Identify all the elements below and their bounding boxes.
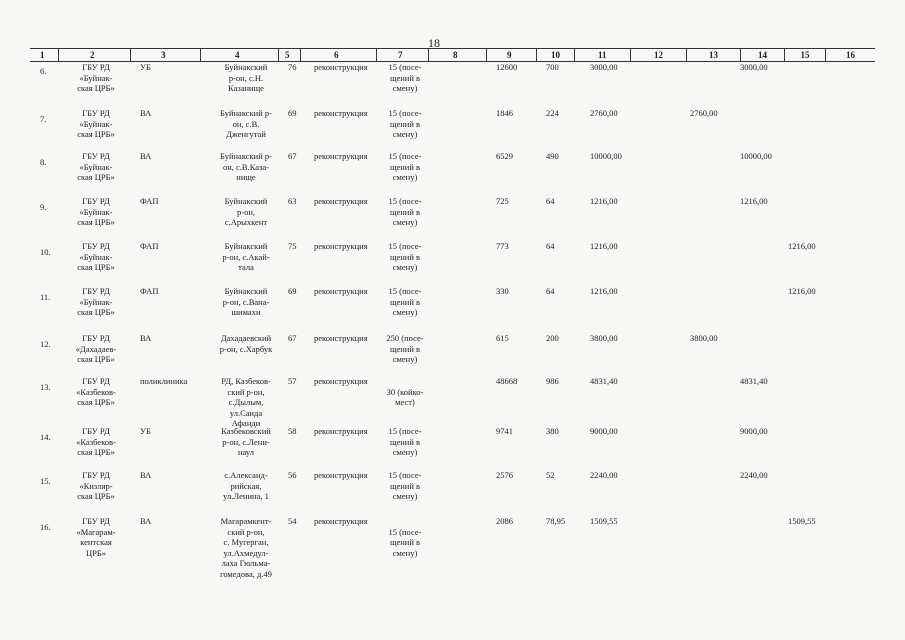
organization-cell: ГБУ РД «Буйнак- ская ЦРБ»	[77, 286, 115, 317]
row-number: 15.	[40, 476, 51, 486]
column-divider	[784, 49, 785, 61]
cost-cell: 1509,55	[590, 516, 618, 526]
area-cell: 2576	[496, 470, 513, 480]
column-header: 7	[398, 50, 403, 60]
facility-type-cell: поликлиника	[140, 376, 188, 386]
organization-cell: ГБУ РД «Буйнак- ская ЦРБ»	[77, 196, 115, 227]
cost-cell: 4831,40	[590, 376, 618, 386]
column-header: 6	[334, 50, 339, 60]
column-10-cell: 64	[546, 241, 555, 251]
facility-type-cell: ФАП	[140, 286, 159, 296]
column-divider	[200, 49, 201, 61]
year-cell: 69	[288, 286, 297, 296]
capacity-cell: 15 (посе- щений в смену)	[388, 108, 422, 139]
year-2021-cell: 1509,55	[788, 516, 816, 526]
year-2020-cell: 9000,00	[740, 426, 768, 436]
column-divider	[58, 49, 59, 61]
column-divider	[825, 49, 826, 61]
location-cell: Буйнакский р-он, с.Вана- шимахи	[222, 286, 270, 317]
year-2020-cell: 4831,40	[740, 376, 768, 386]
facility-type-cell: ВА	[140, 333, 152, 343]
area-cell: 330	[496, 286, 509, 296]
organization-cell: ГБУ РД «Казбеков- ская ЦРБ»	[76, 376, 116, 407]
area-cell: 773	[496, 241, 509, 251]
column-header: 9	[507, 50, 512, 60]
column-divider	[574, 49, 575, 61]
work-type-cell: реконструкция	[314, 108, 368, 118]
cost-cell: 10000,00	[590, 151, 622, 161]
cost-cell: 1216,00	[590, 196, 618, 206]
area-cell: 2086	[496, 516, 513, 526]
year-2020-cell: 1216,00	[740, 196, 768, 206]
column-divider	[630, 49, 631, 61]
organization-cell: ГБУ РД «Буйнак- ская ЦРБ»	[77, 108, 115, 139]
location-cell: с.Александ- рийская, ул.Ленина, 1	[223, 470, 269, 501]
column-header: 15	[800, 50, 810, 60]
year-2019-cell: 3800,00	[690, 333, 718, 343]
work-type-cell: реконструкция	[314, 151, 368, 161]
column-header: 11	[598, 50, 607, 60]
area-cell: 1846	[496, 108, 513, 118]
column-10-cell: 986	[546, 376, 559, 386]
column-10-cell: 224	[546, 108, 559, 118]
row-number: 8.	[40, 157, 47, 167]
facility-type-cell: ФАП	[140, 241, 159, 251]
table-header	[30, 48, 875, 62]
column-10-cell: 64	[546, 196, 555, 206]
cost-cell: 1216,00	[590, 241, 618, 251]
column-10-cell: 78,95	[546, 516, 566, 526]
cost-cell: 3000,00	[590, 62, 618, 72]
column-divider	[428, 49, 429, 61]
capacity-cell: 15 (посе- щений в смену)	[388, 62, 422, 93]
year-cell: 69	[288, 108, 297, 118]
location-cell: Дахадаевский р-он, с.Харбук	[219, 333, 273, 354]
year-2020-cell: 3000,00	[740, 62, 768, 72]
work-type-cell: реконструкция	[314, 516, 368, 526]
capacity-cell: 15 (посе- щений в смену)	[388, 151, 422, 182]
location-cell: Буйнакский р-он, с.Арыхкент	[224, 196, 268, 227]
column-divider	[376, 49, 377, 61]
column-header: 5	[285, 50, 290, 60]
organization-cell: ГБУ РД «Казбеков- ская ЦРБ»	[76, 426, 116, 457]
capacity-cell: 15 (посе- щений в смену)	[388, 526, 422, 558]
capacity-cell: 250 (посе- щений в смену)	[386, 333, 424, 364]
year-cell: 75	[288, 241, 297, 251]
column-header: 16	[846, 50, 855, 60]
column-header: 1	[40, 50, 45, 60]
column-10-cell: 700	[546, 62, 559, 72]
year-cell: 67	[288, 151, 297, 161]
row-number: 16.	[40, 522, 51, 532]
area-cell: 615	[496, 333, 509, 343]
location-cell: Буйнакский р- он, с.В.Каза- нище	[220, 151, 272, 182]
year-2019-cell: 2760,00	[690, 108, 718, 118]
column-header: 8	[453, 50, 458, 60]
column-divider	[130, 49, 131, 61]
facility-type-cell: ФАП	[140, 196, 159, 206]
row-number: 9.	[40, 202, 47, 212]
column-divider	[536, 49, 537, 61]
facility-type-cell: УБ	[140, 62, 151, 72]
organization-cell: ГБУ РД «Буйнак- ская ЦРБ»	[77, 62, 115, 93]
column-divider	[486, 49, 487, 61]
work-type-cell: реконструкция	[314, 241, 368, 251]
year-cell: 76	[288, 62, 297, 72]
year-cell: 54	[288, 516, 297, 526]
column-10-cell: 490	[546, 151, 559, 161]
year-cell: 58	[288, 426, 297, 436]
facility-type-cell: ВА	[140, 470, 152, 480]
area-cell: 725	[496, 196, 509, 206]
column-header: 13	[709, 50, 718, 60]
row-number: 10.	[40, 247, 51, 257]
location-cell: Буйнакский р- он, с.В. Дженгутай	[220, 108, 272, 139]
work-type-cell: реконструкция	[314, 333, 368, 343]
row-number: 7.	[40, 114, 47, 124]
page-number: 18	[428, 36, 440, 50]
capacity-cell: 15 (посе- щений в смену)	[388, 196, 422, 227]
location-cell: РД, Казбеков- ский р-он, с.Дылым, ул.Саида Афанди	[221, 376, 271, 428]
work-type-cell: реконструкция	[314, 286, 368, 296]
capacity-cell: 15 (посе- щений в смену)	[388, 426, 422, 457]
column-header: 3	[161, 50, 166, 60]
column-10-cell: 200	[546, 333, 559, 343]
year-cell: 56	[288, 470, 297, 480]
organization-cell: ГБУ РД «Кизляр- ская ЦРБ»	[77, 470, 115, 501]
location-cell: Магарамкент- ский р-он, с. Мугерган, ул.Ахмедул- лаха Гюльма- гомедова, д.49	[220, 516, 272, 579]
organization-cell: ГБУ РД «Буйнак- ская ЦРБ»	[77, 151, 115, 182]
column-10-cell: 380	[546, 426, 559, 436]
year-cell: 67	[288, 333, 297, 343]
column-10-cell: 64	[546, 286, 555, 296]
area-cell: 12600	[496, 62, 518, 72]
work-type-cell: реконструкция	[314, 376, 368, 386]
facility-type-cell: ВА	[140, 516, 152, 526]
organization-cell: ГБУ РД «Дахадаев- ская ЦРБ»	[75, 333, 117, 364]
cost-cell: 9000,00	[590, 426, 618, 436]
year-2020-cell: 2240,00	[740, 470, 768, 480]
row-number: 11.	[40, 292, 51, 302]
work-type-cell: реконструкция	[314, 470, 368, 480]
cost-cell: 3800,00	[590, 333, 618, 343]
organization-cell: ГБУ РД «Магарам- кентская ЦРБ»	[76, 516, 116, 558]
facility-type-cell: ВА	[140, 108, 152, 118]
capacity-cell: 30 (койко- мест)	[386, 386, 424, 407]
row-number: 14.	[40, 432, 51, 442]
column-divider	[300, 49, 301, 61]
cost-cell: 2760,00	[590, 108, 618, 118]
row-number: 6.	[40, 66, 47, 76]
capacity-cell: 15 (посе- щений в смену)	[388, 241, 422, 272]
work-type-cell: реконструкция	[314, 426, 368, 436]
column-divider	[278, 49, 279, 61]
year-2021-cell: 1216,00	[788, 286, 816, 296]
capacity-cell: 15 (посе- щений в смену)	[388, 286, 422, 317]
location-cell: Буйнакский р-он, с.Н. Казанище	[224, 62, 268, 93]
location-cell: Казбековский р-он, с.Лени- наул	[221, 426, 271, 457]
work-type-cell: реконструкция	[314, 196, 368, 206]
area-cell: 48668	[496, 376, 518, 386]
row-number: 13.	[40, 382, 51, 392]
row-number: 12.	[40, 339, 51, 349]
facility-type-cell: ВА	[140, 151, 152, 161]
year-cell: 63	[288, 196, 297, 206]
year-2021-cell: 1216,00	[788, 241, 816, 251]
capacity-cell: 15 (посе- щений в смену)	[388, 470, 422, 501]
column-divider	[740, 49, 741, 61]
column-header: 14	[758, 50, 767, 60]
column-header: 4	[235, 50, 240, 60]
column-header: 12	[654, 50, 663, 60]
year-2020-cell: 10000,00	[740, 151, 772, 161]
facility-type-cell: УБ	[140, 426, 151, 436]
column-divider	[686, 49, 687, 61]
column-10-cell: 52	[546, 470, 555, 480]
column-header: 10	[551, 50, 560, 60]
cost-cell: 2240,00	[590, 470, 618, 480]
year-cell: 57	[288, 376, 297, 386]
area-cell: 9741	[496, 426, 513, 436]
work-type-cell: реконструкция	[314, 62, 368, 72]
cost-cell: 1216,00	[590, 286, 618, 296]
organization-cell: ГБУ РД «Буйнак- ская ЦРБ»	[77, 241, 115, 272]
area-cell: 6529	[496, 151, 513, 161]
location-cell: Буйнакский р-он, с.Акай- тала	[222, 241, 270, 272]
column-header: 2	[90, 50, 95, 60]
